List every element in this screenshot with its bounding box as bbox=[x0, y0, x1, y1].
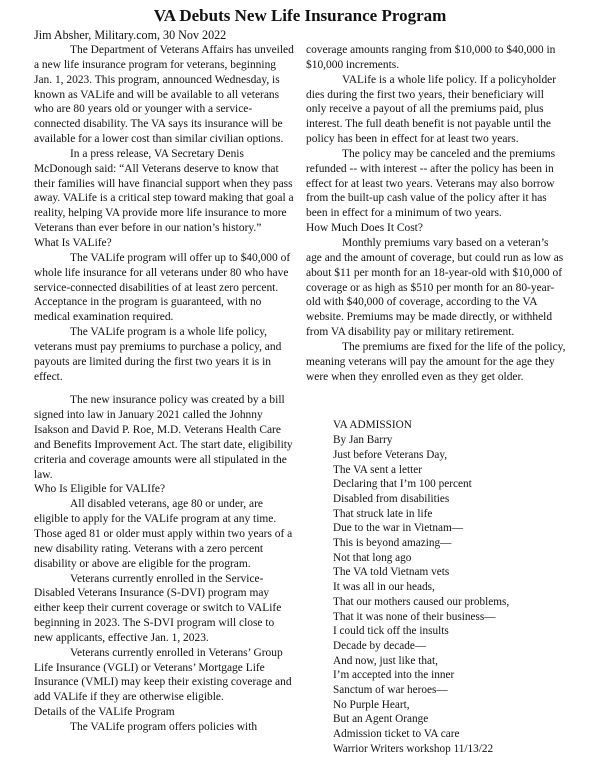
poem-author: By Jan Barry bbox=[333, 434, 393, 447]
paragraph: Veterans currently enrolled in Veterans’ Group Life Insurance (VGLI) or Veterans’ Mortgage Life Insurance (VMLI) may keep their existing coverage and add VALife if they are otherwise eligible. bbox=[34, 646, 292, 704]
poem-line: The VA told Vietnam vets bbox=[333, 566, 450, 579]
subheading: Who Is Eligible for VALIfe? bbox=[34, 483, 166, 496]
article-title: VA Debuts New Life Insurance Program bbox=[153, 6, 447, 25]
poem-line: Declaring that I’m 100 percent bbox=[333, 478, 472, 491]
poem-line: Sanctum of war heroes— bbox=[333, 684, 448, 697]
paragraph: The new insurance policy was created by a bill signed into law in January 2021 called the Johnny Isakson and David P. Roe, M.D. Veterans Health Care and Benefits Improvement Act. The start date, eligibility criteria and coverage amounts were all stipulated in the law. bbox=[34, 394, 293, 481]
poem-line: I could tick off the insults bbox=[333, 625, 449, 638]
poem-line: Not that long ago bbox=[333, 551, 412, 564]
paragraph: In a press release, VA Secretary Denis McDonough said: “All Veterans deserve to know that their families will have financial support when they pass away. VALife is a critical step toward making that goal a reality, helping VA provide more life insurance to more Veterans than ever before in our nation’s history.” bbox=[34, 147, 294, 235]
paragraph: Veterans currently enrolled in the Service-Disabled Veterans Insurance (S-DVI) program may either keep their current coverage or switch to VALife beginning in 2023. The S-DVI program will close to new applicants, effective Jan. 1, 2023. bbox=[34, 572, 282, 644]
paragraph: Monthly premiums vary based on a veteran’s age and the amount of coverage, but could run as low as about $11 per month for an 18-year-old with $10,000 of coverage or as high as $510 per month for an 80-year-old with $40,000 of coverage, according to the VA website. Premiums may be made directly, or withheld from VA disability pay or military retirement. bbox=[306, 236, 564, 339]
paragraph: The VALife program will offer up to $40,000 of whole life insurance for all veterans under 80 who have service-connected disabilities of at least zero percent. Acceptance in the program is guaranteed, with no medical examination required. bbox=[34, 251, 291, 324]
poem-line: And now, just like that, bbox=[333, 654, 438, 667]
poem-line: Disabled from disabilities bbox=[333, 492, 450, 505]
right-column bbox=[306, 43, 566, 757]
paragraph: The premiums are fixed for the life of the policy, meaning veterans will pay the amount for the age they were when they enrolled even as they get older. bbox=[306, 340, 566, 383]
subheading: coverage amounts ranging from $10,000 to $40,000 in $10,000 increments. bbox=[306, 44, 556, 71]
poem-line: This is beyond amazing— bbox=[333, 537, 452, 550]
poem-line: That it was none of their business— bbox=[333, 610, 496, 623]
subheading: How Much Does It Cost? bbox=[306, 222, 423, 235]
poem-line: I’m accepted into the inner bbox=[333, 669, 455, 682]
poem-line: Warrior Writers workshop 11/13/22 bbox=[333, 742, 494, 755]
paragraph: The VALife program is a whole life policy, veterans must pay premiums to purchase a policy, and payouts are limited during the first two years it is in effect. bbox=[34, 326, 282, 383]
poem-line: No Purple Heart, bbox=[333, 698, 410, 711]
article-byline: Jim Absher, Military.com, 30 Nov 2022 bbox=[34, 28, 227, 42]
poem-line: It was all in our heads, bbox=[333, 581, 435, 594]
poem-line: The VA sent a letter bbox=[333, 463, 422, 476]
poem-line: Decade by decade— bbox=[333, 639, 427, 652]
poem-line: But an Agent Orange bbox=[333, 713, 429, 726]
poem-title: VA ADMISSION bbox=[333, 419, 412, 432]
paragraph: The policy may be canceled and the premiums refunded -- with interest -- after the policy has been in effect for at least two years. Veterans may also borrow from the built-up cash value of the policy after it has been in effect for a minimum of two years. bbox=[306, 147, 556, 220]
paragraph: VALife is a whole life policy. If a policyholder dies during the first two years, their beneficiary will only receive a payout of all the premiums paid, plus interest. The full death benefit is not payable until the policy has been in effect for at least two years. bbox=[306, 73, 557, 146]
poem-line: Admission ticket to VA care bbox=[333, 728, 460, 741]
poem-line: Due to the war in Vietnam— bbox=[333, 522, 464, 535]
subheading: What Is VALife? bbox=[34, 236, 112, 249]
left-column bbox=[34, 43, 294, 757]
paragraph: The Department of Veterans Affairs has unveiled a new life insurance program for veterans, beginning Jan. 1, 2023. This program, announced Wednesday, is known as VALife and will be available to all veterans who are 80 years old or younger with a service-connected disability. The VA says its insurance will be available for a lower cost than similar civilian options. bbox=[34, 44, 294, 146]
paragraph: The VALife program offers policies with bbox=[70, 720, 258, 733]
paragraph: All disabled veterans, age 80 or under, are eligible to apply for the VALife program at any time. Those aged 81 or older must apply within two years of a new disability rating. Veterans with a zero percent disability or above are eligible for the program. bbox=[34, 498, 293, 570]
poem-line: Just before Veterans Day, bbox=[333, 448, 448, 461]
article-columns bbox=[34, 43, 566, 757]
subheading: Details of the VALife Program bbox=[34, 706, 175, 719]
poem-va-admission bbox=[333, 418, 566, 756]
poem-line: That our mothers caused our problems, bbox=[333, 595, 510, 608]
right-column-text bbox=[306, 43, 566, 384]
poem-line: That struck late in life bbox=[333, 507, 433, 520]
